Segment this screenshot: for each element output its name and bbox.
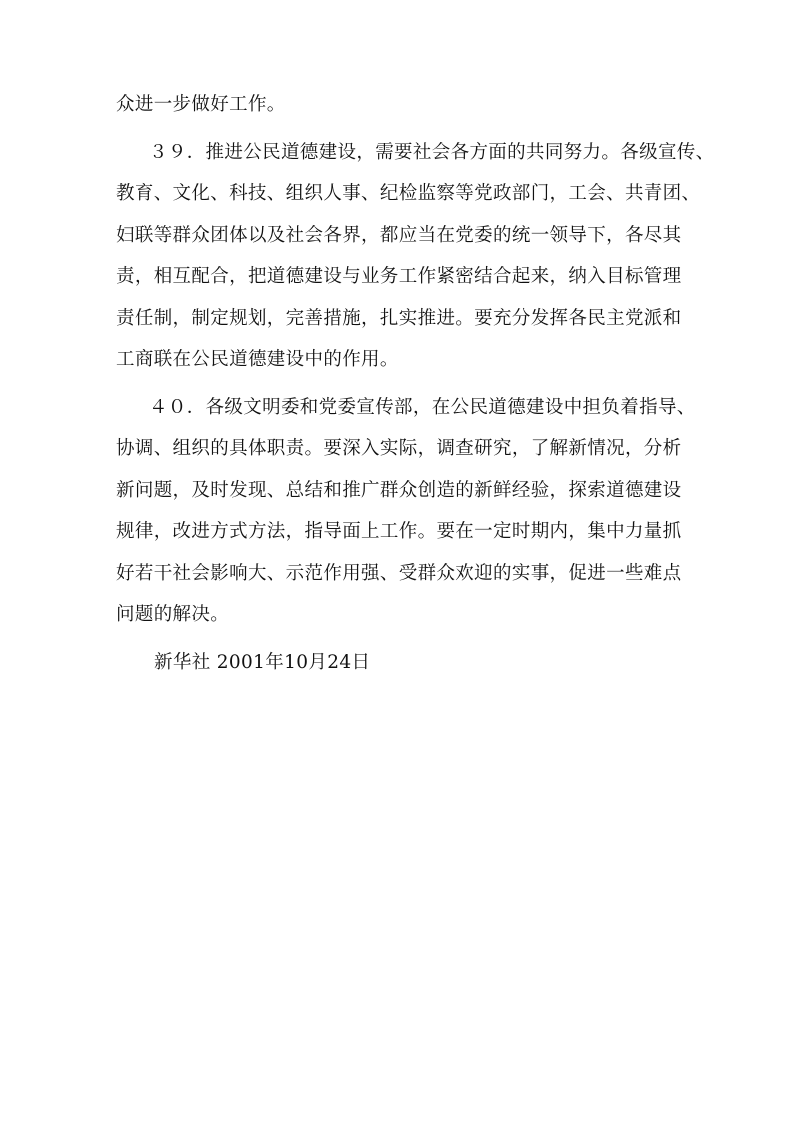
text-line: 协调、组织的具体职责。要深入实际，调查研究，了解新情况，分析: [116, 438, 682, 459]
paragraph-40: [116, 387, 696, 636]
document-page: [116, 84, 715, 683]
text-line: 新问题，及时发现、总结和推广群众创造的新鲜经验，探索道德建设: [116, 479, 682, 501]
signature-line: 新华社 2001年10月24日: [154, 651, 371, 673]
text-line: 妇联等群众团体以及社会各界，都应当在党委的统一领导下，各尽其: [116, 224, 682, 246]
text-line: 规律，改进方式方法，指导面上工作。要在一定时期内，集中力量抓: [116, 521, 682, 542]
text-line: 众进一步做好工作。: [116, 94, 286, 115]
paragraph-39: [116, 132, 715, 381]
text-line: 问题的解决。: [116, 604, 230, 625]
paragraph-continuation: [116, 84, 682, 126]
text-line: 好若干社会影响大、示范作用强、受群众欢迎的实事，促进一些难点: [116, 562, 682, 584]
text-line: ４０．各级文明委和党委宣传部，在公民道德建设中担负着指导、: [149, 396, 696, 418]
text-line: 责任制，制定规划，完善措施，扎实推进。要充分发挥各民主党派和: [116, 307, 682, 329]
text-line: 教育、文化、科技、组织人事、纪检监察等党政部门，工会、共青团、: [116, 183, 701, 204]
text-line: ３９．推进公民道德建设，需要社会各方面的共同努力。各级宣传、: [149, 141, 715, 163]
text-line: 责，相互配合，把道德建设与业务工作紧密结合起来，纳入目标管理: [116, 266, 682, 287]
text-line: 工商联在公民道德建设中的作用。: [116, 349, 399, 370]
